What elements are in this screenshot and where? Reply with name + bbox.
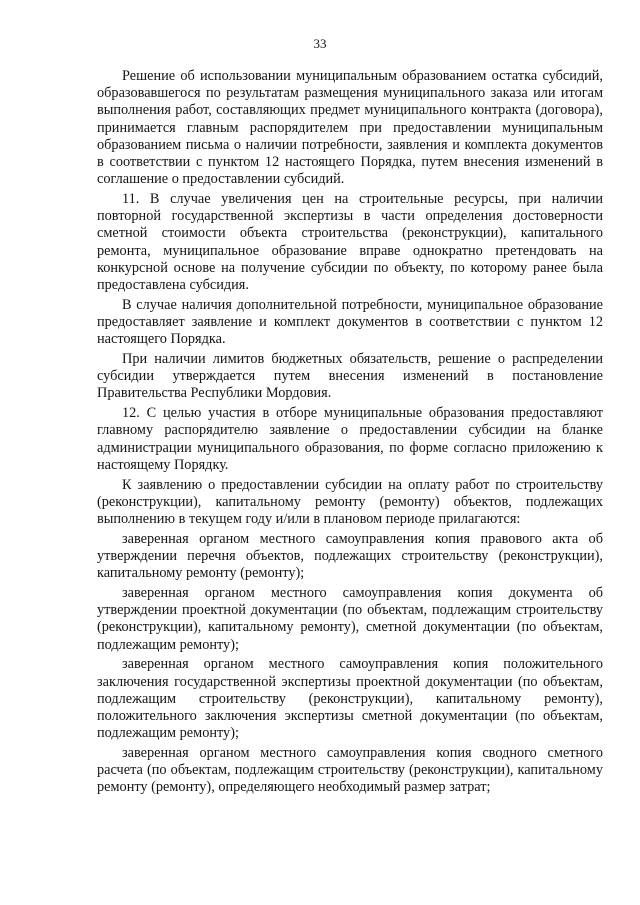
document-body: [97, 68, 603, 799]
list-item-expertise-copy: заверенная органом местного самоуправления копия положительного заключения государственной экспертизы проектной документации (по объектам, подлежащим строительству (реконструкции), капитальному ремонту), положительного заключения экспертизы сметной документации (по объектам, подлежащим ремонту);: [97, 656, 603, 742]
paragraph-subsidy-remainder: Решение об использовании муниципальным образованием остатка субсидий, образовавшегося по результатам размещения муниципального заказа или итогам выполнения работ, составляющих предмет муниципального контракта (договора), принимается главным распорядителем при предоставлении муниципальным образованием письма о наличии потребности, заявления и комплекта документов в соответствии с пунктом 12 настоящего Порядка, путем внесения изменений в соглашение о предоставлении субсидий.: [97, 68, 603, 188]
paragraph-attachments-intro: К заявлению о предоставлении субсидии на оплату работ по строительству (реконструкции), капитальному ремонту (ремонту) объектов, подлежащих выполнению в текущем году и/или в плановом периоде прилагаются:: [97, 476, 603, 528]
list-item-legal-act-copy: заверенная органом местного самоуправления копия правового акта об утверждении перечня объектов, подлежащих строительству (реконструкции), капитальному ремонту (ремонту);: [97, 530, 603, 582]
list-item-estimate-copy: заверенная органом местного самоуправления копия сводного сметного расчета (по объектам, подлежащим строительству (реконструкции), капитальному ремонту (ремонту), определяющего необходимый размер затрат;: [97, 745, 603, 796]
paragraph-budget-limits: При наличии лимитов бюджетных обязательств, решение о распределении субсидии утверждается путем внесения изменений в постановление Правительства Республики Мордовия.: [97, 351, 603, 402]
page-number: 33: [313, 36, 327, 51]
list-item-project-docs-copy: заверенная органом местного самоуправления копия документа об утверждении проектной документации (по объектам, подлежащим строительству (реконструкции), капитальному ремонту), сметной документации (по объектам, подлежащим ремонту);: [97, 585, 603, 653]
paragraph-additional-need: В случае наличия дополнительной потребности, муниципальное образование предоставляет заявление и комплект документов в соответствии с пунктом 12 настоящего Порядка.: [97, 296, 603, 348]
paragraph-item-12: 12. С целью участия в отборе муниципальные образования предоставляют главному распорядителю заявление о предоставлении субсидии на бланке администрации муниципального образования, по форме согласно приложению к настоящему Порядку.: [97, 405, 603, 473]
paragraph-item-11: 11. В случае увеличения цен на строительные ресурсы, при наличии повторной государственной экспертизы в части определения достоверности сметной стоимости объекта строительства (реконструкции), капитального ремонта, муниципальное образование вправе однократно претендовать на конкурсной основе на получение субсидии по объекту, по которому ранее была предоставлена субсидия.: [97, 191, 603, 294]
